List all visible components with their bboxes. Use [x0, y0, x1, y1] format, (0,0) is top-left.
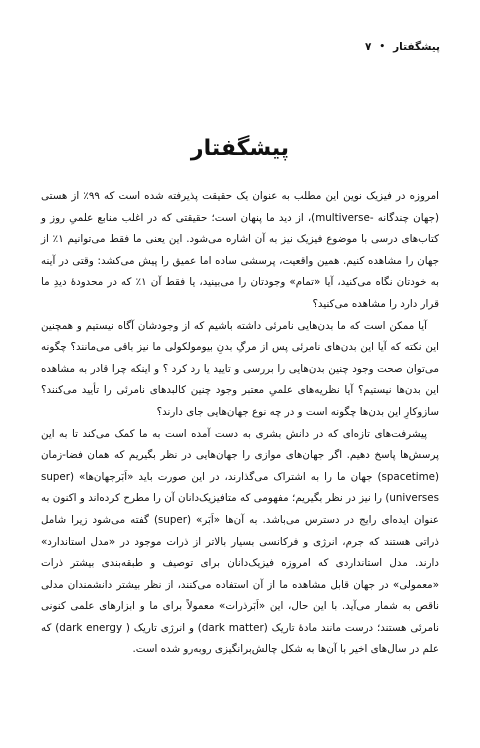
running-header: [40, 38, 440, 56]
body-text: [41, 186, 439, 661]
chapter-title: پیشگفتار: [190, 136, 290, 161]
paragraph-1: امروزه در فیزیک نوین این مطلب به عنوان یک حقیقت پذیرفته شده است که ۹۹٪ از هستی (جهان چندگانه -multiverse)، از دید ما پنهان است؛ حقیقتی که در اغلب منابع علمیِ روز و کتاب‌های درسی با موضوع فیزیک نیز به آن اشاره می‌شود. این یعنی ما فقط می‌توانیم ۱٪ از جهان را مشاهده کنیم. همین واقعیت، پرسشی ساده اما عمیق را پیش می‌کشد: وقتی در آینه به خودتان نگاه می‌کنید، آیا «تمام» وجودتان را می‌بینید، یا فقط آن ۱٪ که در محدودۀ دیدِ ما قرار دارد را مشاهده می‌کنید؟: [41, 190, 440, 310]
paragraph-2: آیا ممکن است که ما بدن‌هایی نامرئی داشته باشیم که از وجودشان آگاه نیستیم و همچنین این نکته که آیا این بدن‌های نامرئی پس از مرگِ بدنِ بیومولکولی ما نیز باقی می‌مانند؟ چگونه می‌توان صحت وجود چنین بدن‌هایی را بررسی و تایید یا رد کرد ؟ و اینکه چرا قادر به مشاهده این بدن‌ها نیستیم؟ آیا نظریه‌های علمیِ معتبر وجود چنین کالبدهای نامرئی را تأیید می‌کنند؟ سازوکارِ این بدن‌ها چگونه است و در چه نوع جهان‌هایی جای دارند؟: [41, 319, 439, 418]
page-number: ۷: [364, 41, 372, 53]
paragraph-3: پیشرفت‌های تازه‌ای که در دانش بشری به دست آمده است به ما کمک می‌کند تا به این پرسش‌ها پاسخ دهیم. اگر جهان‌های موازی را جهان‌هایی در نظر بگیریم که همان فضا-زمان (spacetime) جهان ما را به اشتراک می‌گذارند، در این صورت باید «اَبَرجهان‌ها» (super universes) را نیز در نظر بگیریم؛ مفهومی که متافیزیک‌دانان آن را مطرح کرده‌اند و اکنون به عنوان ایده‌ای رایج در دسترس می‌باشد. به آن‌ها «اَبَر» (super) گفته می‌شود زیرا شامل ذراتی هستند که جرم، انرژی و فرکانسی بسیار بالاتر از ذرات موجود در «مدل استاندارد» دارند. مدل استانداردی که امروزه فیزیک‌دانان برای توصیف و طبقه‌بندی بیشتر ذرات «معمولی» در جهان قابل مشاهده ما از آن استفاده می‌کنند، از نظر بیشتر دانشمندان مدلی ناقص به شمار می‌آید. با این حال، این «اَبَرذرات» معمولاً برای ما و ابزارهای علمی کنونی نامرئی هستند؛ درست مانند مادۀ تاریک (dark matter) و انرژی تاریک ( dark energy) که علم در سال‌های اخیر با آن‌ها به شکل چالش‌برانگیزی روبه‌رو شده است.: [41, 427, 440, 656]
running-title: پیشگفتار: [393, 41, 440, 53]
header-separator: •: [379, 42, 386, 52]
